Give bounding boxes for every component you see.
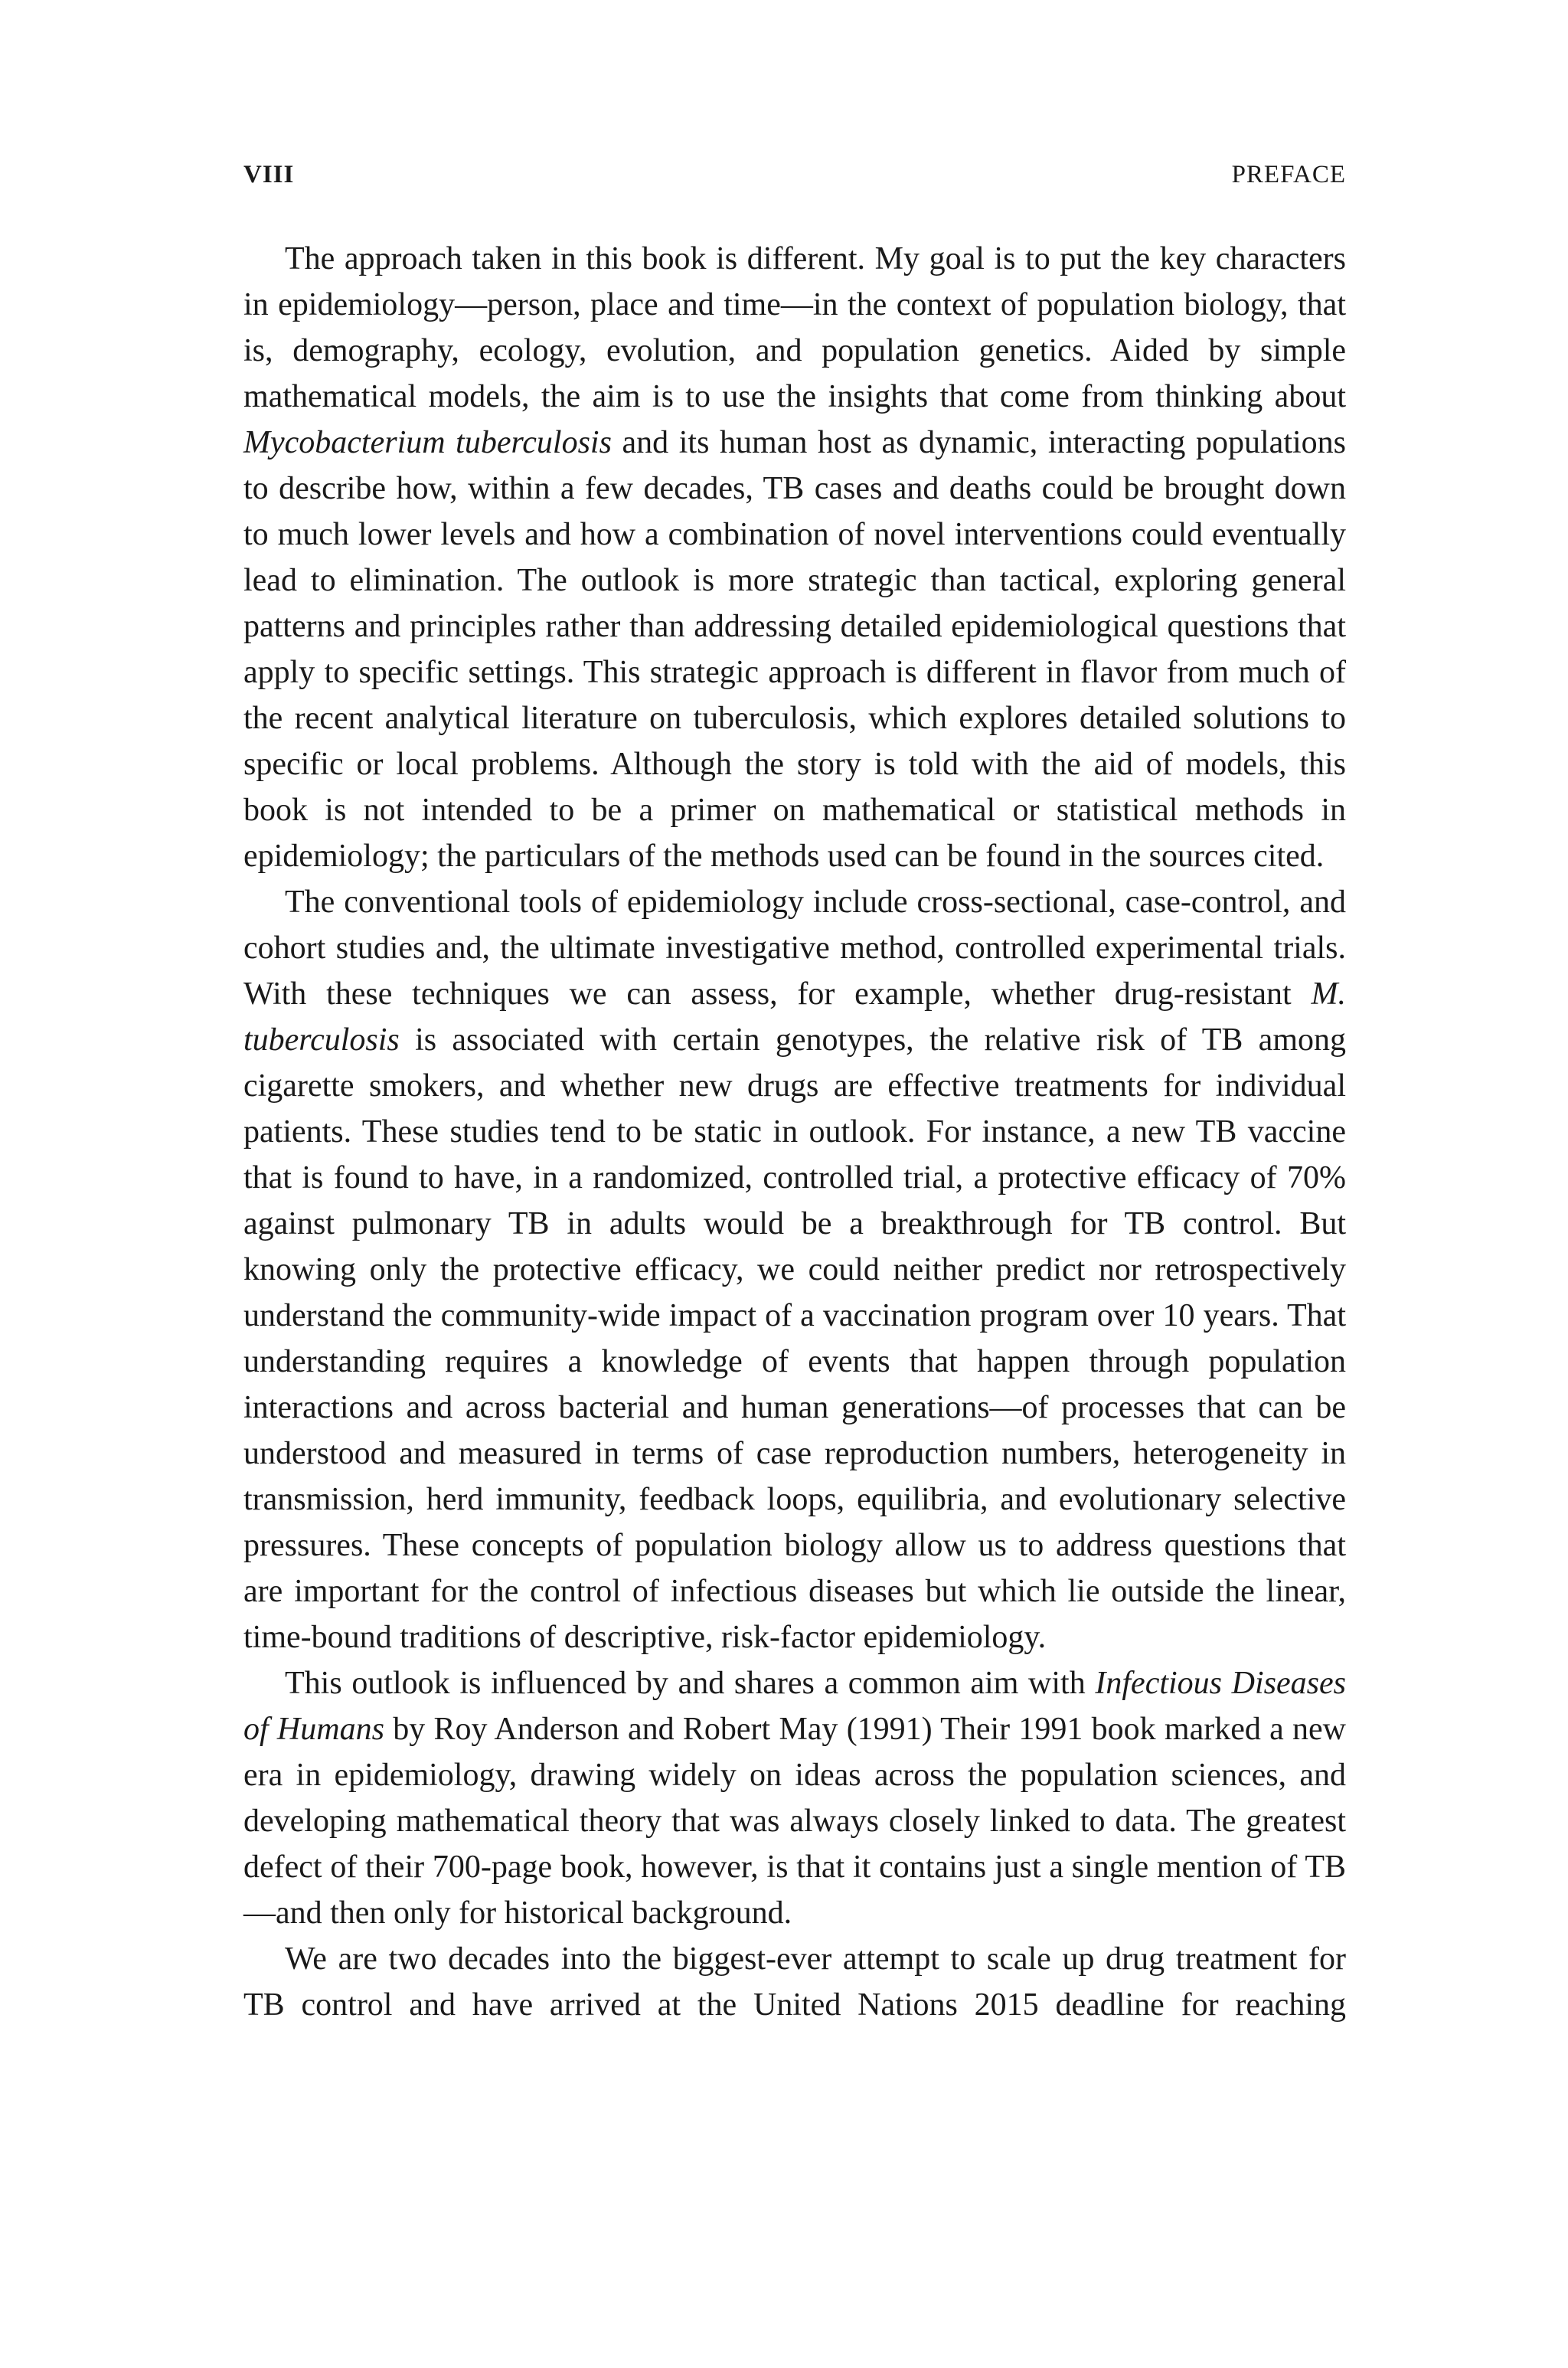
- paragraph-1-text-a: The approach taken in this book is different. My goal is to put the key characters in epidemiology—person, place and time—in the context of population biology, that is, demography, ecology, evolution, and population genetics. Aided by simple mathematical models, the aim is to use the insights that come from thinking about: [243, 241, 1346, 414]
- paragraph-3: [243, 1660, 1346, 1936]
- paragraph-2-text-b: is associated with certain genotypes, the relative risk of TB among cigarette smokers, and whether new drugs are effective treatments for individual patients. These studies tend to be static in outlook. For instance, a new TB vaccine that is found to have, in a randomized, controlled trial, a protective efficacy of 70% against pulmonary TB in adults would be a breakthrough for TB control. But knowing only the protective efficacy, we could neither predict nor retrospectively understand the community-wide impact of a vaccination program over 10 years. That understanding requires a knowledge of events that happen through population interactions and across bacterial and human generations—of processes that can be understood and measured in terms of case reproduction numbers, heterogeneity in transmission, herd immunity, feedback loops, equilibria, and evolutionary selective pressures. These concepts of population biology allow us to address questions that are important for the control of infectious diseases but which lie outside the linear, time-bound traditions of descriptive, risk-factor epidemiology.: [243, 1022, 1346, 1655]
- body-text: [243, 236, 1346, 2028]
- paragraph-1-italic: Mycobacterium tuberculosis: [243, 425, 612, 460]
- paragraph-4: [243, 1936, 1346, 2028]
- paragraph-2-text-a: The conventional tools of epidemiology include cross-sectional, case-control, and cohort studies and, the ultimate investigative method, controlled experimental trials. With these techniques we can assess, for example, whether drug-resistant: [243, 885, 1346, 1012]
- book-page: [243, 161, 1346, 2028]
- paragraph-1: [243, 236, 1346, 879]
- paragraph-3-text-b: by Roy Anderson and Robert May (1991) Their 1991 book marked a new era in epidemiology, drawing widely on ideas across the population sciences, and developing mathematical theory that was always closely linked to data. The greatest defect of their 700-page book, however, is that it contains just a single mention of TB—and then only for historical background.: [243, 1712, 1346, 1931]
- paragraph-4-text-a: We are two decades into the biggest-ever attempt to scale up drug treatment for TB control and have arrived at the United Nations 2015 deadline for reaching: [243, 1941, 1346, 2023]
- running-title: PREFACE: [1231, 161, 1346, 188]
- page-number: VIII: [243, 161, 295, 188]
- paragraph-3-italic: Infectious Diseases of Humans: [243, 1666, 1346, 1747]
- paragraph-3-text-a: This outlook is influenced by and shares a common aim with: [285, 1666, 1096, 1701]
- paragraph-2: [243, 879, 1346, 1660]
- running-head: [243, 161, 1346, 201]
- paragraph-2-italic: M. tuberculosis: [243, 976, 1346, 1058]
- paragraph-1-text-b: and its human host as dynamic, interacting populations to describe how, within a few decades, TB cases and deaths could be brought down to much lower levels and how a combination of novel interventions could eventually lead to elimination. The outlook is more strategic than tactical, exploring general patterns and principles rather than addressing detailed epidemiological questions that apply to specific settings. This strategic approach is different in flavor from much of the recent analytical literature on tuberculosis, which explores detailed solutions to specific or local problems. Although the story is told with the aid of models, this book is not intended to be a primer on mathematical or statistical methods in epidemiology; the particulars of the methods used can be found in the sources cited.: [243, 425, 1346, 874]
